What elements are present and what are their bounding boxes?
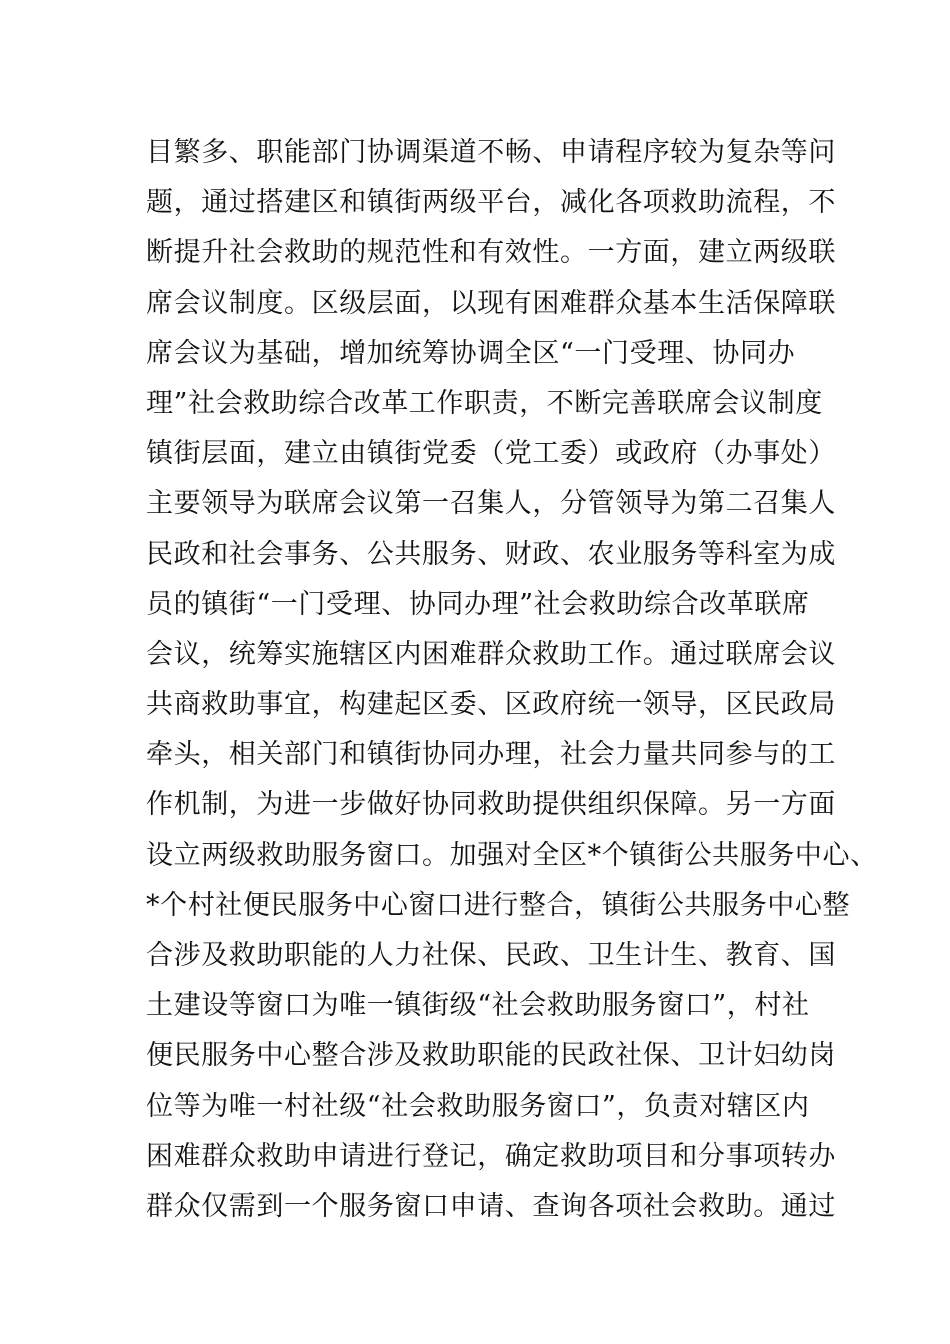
text-line: 断提升社会救助的规范性和有效性。一方面，建立两级联 bbox=[146, 237, 836, 269]
text-line: 员的镇街“一门受理、协同办理”社会救助综合改革联席 bbox=[146, 588, 810, 620]
text-line: 镇街层面，建立由镇街党委（党工委）或政府（办事处） bbox=[146, 438, 836, 470]
text-line: 主要领导为联席会议第一召集人，分管领导为第二召集人 bbox=[146, 488, 836, 520]
text-line: 困难群众救助申请进行登记，确定救助项目和分事项转办 bbox=[146, 1140, 836, 1172]
text-line: 席会议制度。区级层面，以现有困难群众基本生活保障联 bbox=[146, 287, 836, 319]
text-line: 题，通过搭建区和镇街两级平台，减化各项救助流程，不 bbox=[146, 187, 836, 219]
text-line: 土建设等窗口为唯一镇街级“社会救助服务窗口”，村社 bbox=[146, 990, 810, 1022]
body-text bbox=[146, 128, 878, 1232]
text-line: 位等为唯一村社级“社会救助服务窗口”，负责对辖区内 bbox=[146, 1090, 810, 1122]
text-line: 便民服务中心整合涉及救助职能的民政社保、卫计妇幼岗 bbox=[146, 1040, 836, 1072]
text-line: 席会议为基础，增加统筹协调全区“一门受理、协同办 bbox=[146, 337, 796, 369]
text-line: 理”社会救助综合改革工作职责，不断完善联席会议制度 bbox=[146, 387, 823, 419]
text-line: 牵头，相关部门和镇街协同办理，社会力量共同参与的工 bbox=[146, 739, 836, 771]
text-line: 设立两级救助服务窗口。加强对全区*个镇街公共服务中心、 bbox=[146, 839, 878, 871]
text-line: 合涉及救助职能的人力社保、民政、卫生计生、教育、国 bbox=[146, 940, 836, 971]
text-line: 会议，统筹实施辖区内困难群众救助工作。通过联席会议 bbox=[146, 638, 836, 670]
text-line: 民政和社会事务、公共服务、财政、农业服务等科室为成 bbox=[146, 538, 836, 570]
text-line: 群众仅需到一个服务窗口申请、查询各项社会救助。通过 bbox=[146, 1190, 836, 1222]
text-line: 作机制，为进一步做好协同救助提供组织保障。另一方面 bbox=[146, 789, 836, 821]
text-line: 目繁多、职能部门协调渠道不畅、申请程序较为复杂等问 bbox=[146, 137, 836, 168]
text-line: 共商救助事宜，构建起区委、区政府统一领导，区民政局 bbox=[146, 689, 836, 721]
text-line: *个村社便民服务中心窗口进行整合，镇街公共服务中心整 bbox=[146, 889, 851, 921]
